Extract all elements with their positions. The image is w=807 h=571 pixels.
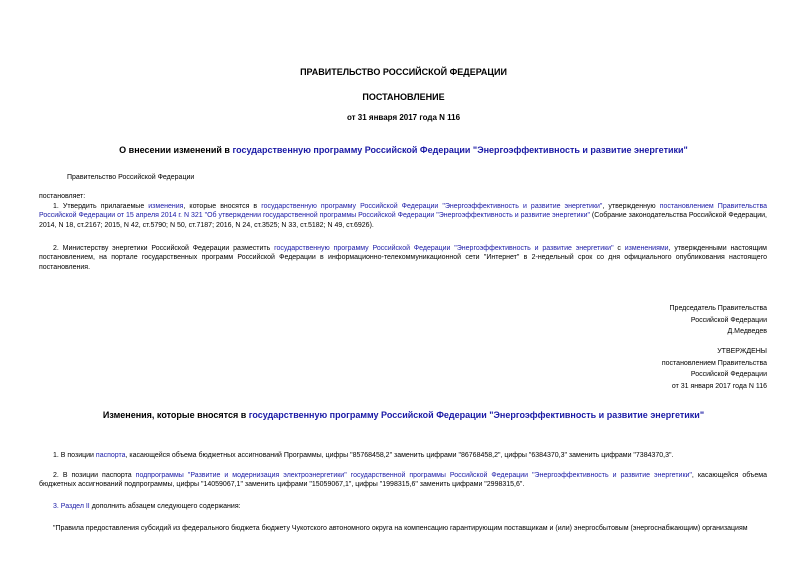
p1-text-c: , утвержденную (602, 203, 660, 210)
government-name-text: Правительство Российской Федерации (67, 174, 195, 181)
p2-changes-link[interactable]: изменениями (624, 245, 669, 252)
signature-block (670, 303, 767, 338)
c2-subprogram-link[interactable]: подпрограммы "Развитие и модернизация электроэнергетики" государственной программы Российской Федерации "Энергоэффективность и развитие энергетики" (135, 472, 692, 479)
approval-line-3: Российской Федерации (690, 371, 767, 378)
title-text: О внесении изменений в (119, 145, 233, 155)
c3-text-b: дополнить абзацем следующего содержания: (89, 503, 241, 510)
p1-text-d: (Собрание законодательства Российской Федерации, 2014, N 18, ст.2167; 2015, N 42, ст.5790; N 50, ст.7187; 2016, N 24, ст.3525; N 33, ст.5182; N 49, ст.6926). (39, 212, 767, 229)
government-name (39, 173, 767, 182)
paragraph-2 (39, 244, 767, 272)
c2-text-a: 2. В позиции паспорта (53, 472, 136, 479)
changes-title-program-link[interactable]: государственную программу Российской Федерации "Энергоэффективность и развитие энергетики" (248, 410, 705, 420)
government-heading: ПРАВИТЕЛЬСТВО РОССИЙСКОЙ ФЕДЕРАЦИИ (300, 67, 507, 77)
signature-org: Российской Федерации (690, 316, 767, 324)
signature-name: Д.Медведев (727, 328, 767, 335)
change-1 (39, 451, 767, 460)
p1-program-link[interactable]: государственную программу Российской Федерации "Энергоэффективность и развитие энергетики" (261, 203, 603, 210)
document-title (0, 145, 807, 155)
change-2 (39, 471, 767, 490)
c1-passport-link[interactable]: паспорта (95, 452, 126, 459)
c2-text-b: , касающейся объема бюджетных ассигнований подпрограммы, цифры "14059067,1" заменить цифрами "15059067,1", цифры "1998315,6" заменить цифрами "2998315,6". (39, 472, 767, 489)
title-program-link[interactable]: государственную программу Российской Федерации "Энергоэффективность и развитие энергетики" (232, 145, 688, 155)
p1-resolution-link[interactable]: постановлением Правительства Российской Федерации от 15 апреля 2014 г. N 321 "Об утверждении государственной программы Российской Федерации "Энергоэффективность и развитие энергетики" (39, 203, 767, 220)
change-3-quote: "Правила предоставления субсидий из федерального бюджета бюджету Чукотского автономного округа на компенсацию гарантирующим поставщикам и (или) энергосбытовым (энергоснабжающим) организациям (53, 525, 748, 532)
p2-text-a: 2. Министерству энергетики Российской Федерации разместить (53, 245, 275, 252)
p1-text-a: 1. Утвердить прилагаемые (53, 203, 149, 210)
p1-text-b: , которые вносятся в (183, 203, 262, 210)
signature-position: Председатель Правительства (669, 305, 767, 312)
changes-title (0, 410, 807, 420)
approval-line-2: постановлением Правительства (661, 359, 767, 367)
p2-program-link[interactable]: государственную программу Российской Федерации "Энергоэффективность и развитие энергетики" (274, 245, 614, 252)
p1-changes-link[interactable]: изменения (148, 203, 184, 210)
resolves-label: постановляет: (39, 193, 86, 200)
c3-section-link[interactable]: 3. Раздел II (53, 503, 90, 510)
approval-heading: УТВЕРЖДЕНЫ (717, 348, 767, 355)
approval-line-4: от 31 января 2017 года N 116 (671, 382, 767, 390)
document-type: ПОСТАНОВЛЕНИЕ (362, 92, 445, 102)
c1-text-b: , касающейся объема бюджетных ассигнований Программы, цифры "85768458,2" заменить цифрами "86768458,2", цифры "6384370,3" заменить цифрами "7384370,3". (125, 452, 674, 459)
paragraph-1 (39, 202, 767, 230)
c1-text-a: 1. В позиции (53, 452, 96, 459)
p2-text-b: с (613, 245, 625, 252)
approval-block (662, 346, 767, 392)
p2-text-c: , утвержденными настоящим постановлением, на портале государственных программ Российской Федерации в информационно-телекоммуникационной сети "Интернет" в 2-недельный срок со дня официального опубликования настоящего постановления. (39, 245, 767, 271)
changes-title-text: Изменения, которые вносятся в (102, 410, 249, 420)
document-date-number: от 31 января 2017 года N 116 (346, 113, 461, 122)
change-3 (39, 502, 767, 511)
